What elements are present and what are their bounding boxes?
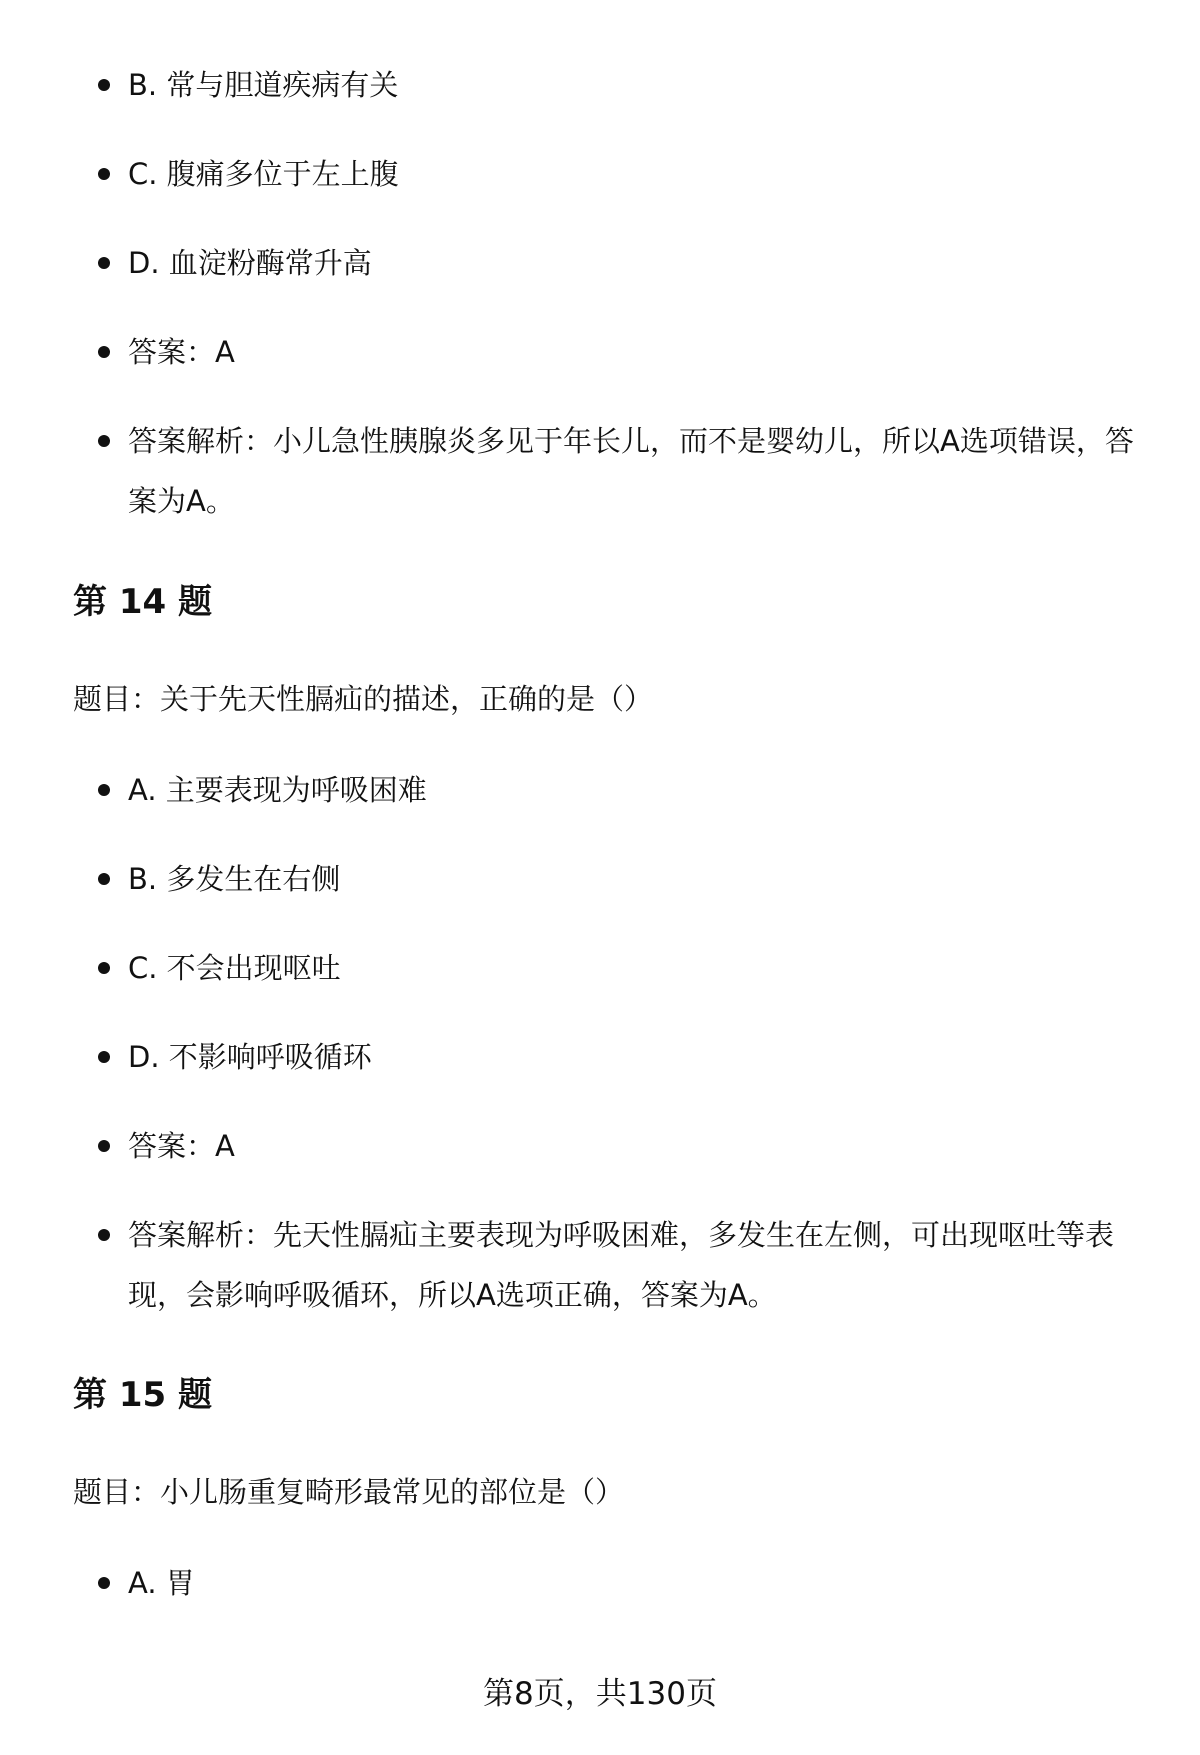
q15-heading: 第 15 题	[73, 1375, 212, 1415]
q13-option-list	[0, 55, 1200, 531]
q14-stem: 题目：关于先天性膈疝的描述，正确的是（）	[73, 682, 654, 716]
q13-answer: 答案：A	[0, 322, 1200, 382]
q14-explanation: 答案解析：先天性膈疝主要表现为呼吸困难，多发生在左侧，可出现呕吐等表现，会影响呼吸循环，所以A选项正确，答案为A。	[0, 1205, 1200, 1325]
q13-option-d: D. 血淀粉酶常升高	[0, 233, 1200, 293]
q13-option-b: B. 常与胆道疾病有关	[0, 55, 1200, 115]
q15-option-list	[0, 1553, 1200, 1613]
q14-option-b: B. 多发生在右侧	[0, 849, 1200, 909]
q13-explanation: 答案解析：小儿急性胰腺炎多见于年长儿，而不是婴幼儿，所以A选项错误，答案为A。	[0, 411, 1200, 531]
q14-answer: 答案：A	[0, 1116, 1200, 1176]
q15-stem: 题目：小儿肠重复畸形最常见的部位是（）	[73, 1475, 625, 1509]
page-number-footer: 第8页，共130页	[483, 1676, 717, 1712]
q14-option-a: A. 主要表现为呼吸困难	[0, 760, 1200, 820]
q13-option-c: C. 腹痛多位于左上腹	[0, 144, 1200, 204]
q14-option-list	[0, 760, 1200, 1325]
q14-option-c: C. 不会出现呕吐	[0, 938, 1200, 998]
q14-option-d: D. 不影响呼吸循环	[0, 1027, 1200, 1087]
q14-heading: 第 14 题	[73, 582, 212, 622]
q15-option-a: A. 胃	[0, 1553, 1200, 1613]
